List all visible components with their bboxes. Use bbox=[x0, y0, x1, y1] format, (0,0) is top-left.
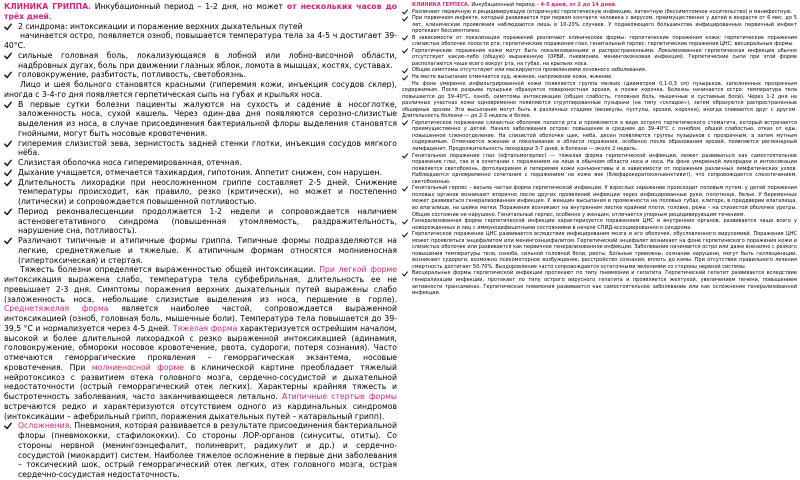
list-item: Различают первичную и рецидивирующую (вторичную) герпетическую инфекцию, латентную (бессимптомное носительство) и манифестную. bbox=[402, 9, 797, 16]
severity-paragraph: Тяжесть болезни определяется выраженностью общей интоксикации. При легкой форме интоксикация выражена слабо, температура тела субфебрильная, длительность ее не превышает 2-3 дня. Симптомы поражения верхних дыхательных путей выражены слабо (заложенность носа, небольшие слизистые выделения из носа, першение в горле). Среднетяжелая форма является наиболее частой, сопровождается выраженной интоксикацией (озноб, головная боль, мышечные боли). Температура тела повышается до 39-39,5 °С и нормализуется через 4-5 дней. Тяжелая форма характеризуется острейшим началом, высокой и более длительной лихорадкой с резко выраженной интоксикацией (адинамия, головокружение, обмороки носовое кровотечение, рвота, судороги, потеря сознания). Часто отмечаются геморрагические проявления – геморрагическая экзантема, носовые кровотечения. При молниеносной форме в клинической картине преобладает тяжелый нейротоксикоз с развитием отека головного мозга, сердечно-сосудистой и дыхательной недостаточности (острый геморрагический отек легких). Характерны крайняя тяжесть и быстротечность заболевания, часто заканчивающееся летально. Атипичные стертые формы встречаются редко и характеризуются отсутствием одного из кардинальных синдромов (интоксикации – афебрильный грипп, поражения дыхательных путей – катаральный грипп). bbox=[4, 265, 397, 421]
checkmark-icon bbox=[402, 270, 408, 277]
checkmark-icon bbox=[402, 74, 408, 81]
checkmark-icon bbox=[4, 236, 12, 245]
herpes-heading: КЛИНИКА ГЕРПЕСА. Инкубационный период – 4-5 дней, от 2 до 14 дней. bbox=[412, 2, 617, 8]
checkmark-icon bbox=[402, 120, 408, 127]
checkmark-icon bbox=[4, 168, 12, 177]
checkmark-icon bbox=[4, 22, 12, 31]
list-item: Длительность лихорадки при неосложненном гриппе составляет 2-5 дней. Снижение температуры происходит, как правило, резко (критически), но может и постепенно (литически) и сопровождается повышенной потливостью. bbox=[4, 178, 397, 207]
checkmark-icon bbox=[4, 100, 12, 109]
list-item: головокружение, разбитость, потливость, светобоязнь. bbox=[4, 70, 397, 80]
checkmark-icon bbox=[4, 51, 12, 60]
list-item: Генитальный герпес – весьма частая форма герпетической инфекции. У взрослых заражение происходит половым путем, у детей поражения половых органов возникают вторично после других проявлений инфекции через инфицированные руки, полотенце, белье. У беременных может развиваться генерализованная инфекция. У женщин высыпания в промежности на половых губах, клиторе, в преддверии влагалища, во влагалище, на шейке матки. Поражения возникают на внутреннем листке крайней плоти, головке, реже – на слизистой оболочке уретры. Общие состояние не нарушено. Генитальный герпес, особенно у женщин, отличается упорным рецидивирующим течением. bbox=[402, 185, 797, 218]
list-item: Период реконвалесценции продолжается 1-2 недели и сопровождается наличием астеновегетативного синдрома (повышенная утомляемость, раздражительность, нарушение сна, потливость). bbox=[4, 207, 397, 236]
list-item: Различают типичные и атипичные формы гриппа. Типичные формы подразделяются на легкие, среднетяжелые и тяжелые. К атипичным формам относятся молниеносная (гипертоксическая) и стертая. bbox=[4, 236, 397, 265]
checkmark-icon bbox=[402, 185, 408, 192]
list-item: гиперемия слизистой зева, зернистость задней стенки глотки, инъекция сосудов мягкого нёба. bbox=[4, 139, 397, 159]
list-item: Слизистая оболочка носа гиперемированная, отечная. bbox=[4, 158, 397, 168]
checkmark-icon bbox=[402, 9, 408, 16]
list-item: Герпетические поражения кожи могут быть локализованными и распространенными. Локализованная герпетическая инфекция обычно отсутствует какую-либо (общую) выраженную (ОРВИ, пневмония, менингококковая инфекция). Герпетические сыпи при этой форме располагаются чаще всего вокруг рта, на губах, на крыльях носа. bbox=[402, 48, 797, 68]
checkmark-icon bbox=[402, 67, 408, 74]
checkmark-icon bbox=[4, 421, 12, 430]
checkmark-icon bbox=[4, 158, 12, 167]
list-item: Генерализованная форма герпетической инфекции характеризуется поражением ЦНС и внутренних органов, развивается чаще всего у новорожденных и лиц с иммунодефицитными состояниями в начале СПИД-ассоциированного синдрома. bbox=[402, 218, 797, 231]
list-item: Осложнения. Пневмония, которая развивается в результате присоединения бактериальной флоры (пневмококки, стафилококки). Со стороны ЛОР-органов (синуситы, отиты). Со стороны нервной (менингоэнцефалит, полиневрит, радикулит и др.) и сердечно-сосудистой (миокардит) систем. Наиболее тяжелое осложнение в первые дни заболевания – токсический шок, острый геморрагический отек легких, отек головного мозга, острая сердечно-сосудистая недостаточность. bbox=[4, 421, 397, 480]
paragraph: начинается остро, появляется озноб, повышается температура тела за 4-5 ч достигает 39-40°С. bbox=[4, 31, 397, 50]
list-item: На месте высыпания отмечается зуд, жжение, напряжение кожи, жжение. bbox=[402, 74, 797, 81]
influenza-heading-title: КЛИНИКА ГРИППА. bbox=[4, 2, 91, 11]
paragraph: Лицо и шея больного становятся красными (гиперемия кожи, инъекция сосудов склер), иногда с 3-4-го дня появляется герпетическая сыпь на губах и крыльях носа. bbox=[4, 80, 397, 99]
influenza-heading: КЛИНИКА ГРИППА. Инкубационный период – 1-2 дня, но может от нескольких часов до трёх дней. bbox=[4, 2, 397, 21]
checkmark-icon bbox=[402, 35, 408, 42]
herpes-heading-title: КЛИНИКА ГЕРПЕСА. bbox=[412, 2, 470, 8]
list-item: Генитальное поражение глаз (офтальмогерпес) — тяжелая форма герпетической инфекции, может развиваться как самостоятельное поражение глаз, так и в сочетании с поражением на лице в обычном области носа и носа. На фоне умеренной лихорадки и интоксикации появляется светобоязнь, фотолакримия и гиперемия кожи конъюнктивы и в зависимости от поражения различных лимфатических узлов. Наблюдаются одновременно сочетания с поражением на коже век (блефарокератоконъюнктивит), что сопровождается слезотечением, светобоязнью. bbox=[402, 153, 797, 186]
checkmark-icon bbox=[4, 207, 12, 216]
list-item: сильные головная боль, локализующаяся в лобной или лобно-височной области, надбровных дугах, боль при движении глазных яблок, ломота в мышцах, костях, суставах. bbox=[4, 51, 397, 71]
list-item: 2 синдрома: интоксикации и поражение верхних дыхательных путей bbox=[4, 22, 397, 32]
list-item: В первые сутки болезни пациенты жалуются на сухость и садение в носоглотке, заложенность носа, сухой кашель. Через один-два дня появляются серозно-слизистые выделения из носа, в случае присоединения бактериальной флоры выделения становятся гнойными, могут быть носовые кровотечения. bbox=[4, 100, 397, 139]
list-item: Герпетическое поражение ЦНС развивается вследствие инфицирования мозга и его оболочек, обусловленного вирусемией. Поражение ЦНС может проявляться энцефалитом или менингоэнцефалитом. Герпетический энцефалит возникает на фоне герпетического поражения кожи и слизистых оболочек или развивается как первичное генерализованное инфекции. Заболевание начинается остро или даже внезапно с резкого повышения температуры тела, озноба, сильной головной боли, рвоты. Больные тревожны, сознание нарушено, могут быть галлюцинации, возникают судороги, возможно психомоторное возбуждение, расстройство сознания, вплоть до комы. При отсутствии правильного лечения смертность достигает 50-70%. Выздоровление часто сопровождается остаточными явлениями со стороны нервной системы. bbox=[402, 231, 797, 270]
checkmark-icon bbox=[402, 231, 408, 238]
checkmark-icon bbox=[402, 218, 408, 225]
list-item: Герпетическое поражение слизистых оболочек полости рта и проявляется в виде острого герпетического стоматита, который встречается преимущественно у детей. Начало заболевания острое: повышение в среднем до 39–40°С с ознобом, общей слабостью, отказ от еды, повышенное слюноотделение. На слизистой оболочке щек, неба, десен появляются группы пузырьков с прозрачным, а затем мутным содержимым. Отмечаются жжение и покалывание в области поражения, особенно после образования эрозий, появляется регионарный лимфаденит. Продолжительность лихорадки 3-7 дней, в болезни — около 2 недель. bbox=[402, 120, 797, 153]
list-item: Висцеральные формы герпетической инфекции протекают по типу пневмонии и гепатита. Герпетический гепатит развивается вследствие генерализации инфекции, протекает по типу острого вирусного гепатита и проявляется желтухой, увеличением печени, повышением активности трансаминаз. Герпетическая пневмония развивается как самостоятельное заболевание или как осложнение генерализованной инфекции. bbox=[402, 270, 797, 296]
checkmark-icon bbox=[4, 70, 12, 79]
paragraph: На фоне умеренно инфильтрированной кожи появляется группа мелких (диаметром 0,1-0,3 см) пузырьков, заполненных прозрачным содержимым. После разрыва пузырьки образуется поверхностная эрозия, а позже корочка. Болезнь начинается остро: температура тела повышается до 39–40°С, озноб, симптомы интоксикации (общая слабость, головная боль, мышечные и суставные боли). Через 1-2 дня на различных участках кожи одновременно появляются сгруппированные пузырьки (на типу «складок»), затем образуются распространенные обширные эрозии. Эти высыпания могут быть в различных стадиях (везикулы, пустулы, эрозии, корочки), иногда сливаются друг с другом. Длительность болезни — до 2-3 недель и более. bbox=[402, 80, 797, 120]
checkmark-icon bbox=[4, 139, 12, 148]
checkmark-icon bbox=[402, 48, 408, 55]
herpes-clinic-column bbox=[402, 2, 797, 450]
list-item: Общие симптомы отсутствуют или маскируются проявлениями основного заболевания. bbox=[402, 67, 797, 74]
checkmark-icon bbox=[402, 153, 408, 160]
checkmark-icon bbox=[402, 15, 408, 22]
list-item: При первичном инфекте, который развивается при первом контакте человека с вирусом, преимущественно у детей в возрасте от 6 мес. до 5 лет, клинические проявления наблюдаются лишь в 10-20% случаев. У подавляющего большинства инфицированных первичный инфект протекает бессимптомно. bbox=[402, 15, 797, 35]
list-item: В зависимости от локализации поражений различают клинические формы: герпетические поражения кожи; герпетические поражения слизистых оболочек полости рта; герпетические поражения глаз; генитальный герпес; герпетические поражения ЦНС; висцеральные формы. bbox=[402, 35, 797, 48]
list-item: Дыхание учащается, отмечается тахикардия, гипотония. Аппетит снижен, сон нарушен. bbox=[4, 168, 397, 178]
checkmark-icon bbox=[4, 178, 12, 187]
influenza-clinic-column bbox=[4, 2, 397, 479]
